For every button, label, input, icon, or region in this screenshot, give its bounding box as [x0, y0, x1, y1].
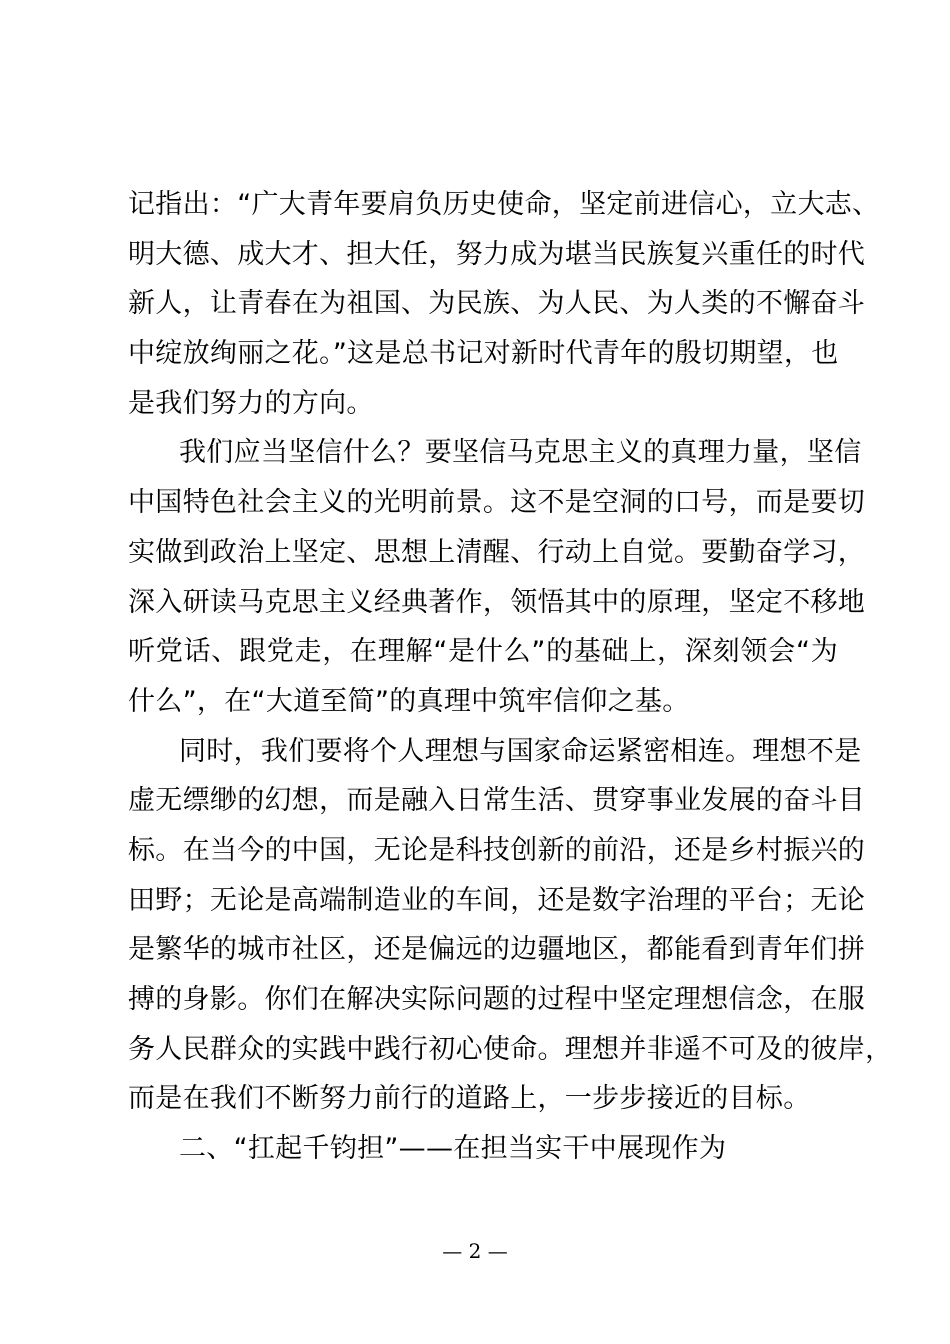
text-line [128, 578, 866, 628]
text-line-content: 中国特色社会主义的光明前景。这不是空洞的口号，而是要切 [128, 487, 866, 519]
text-line-content: 听党话、跟党走，在理解“是什么”的基础上，深刻领会“为 [128, 636, 838, 668]
paragraph-first-line [128, 727, 862, 777]
text-line [128, 279, 866, 329]
text-line [128, 230, 866, 280]
text-line [128, 677, 838, 727]
text-line-content: 明大德、成大才、担大任，努力成为堪当民族复兴重任的时代 [128, 238, 866, 270]
text-line-content: 搏的身影。你们在解决实际问题的过程中坚定理想信念，在服 [128, 984, 866, 1015]
paragraph-first-line [128, 428, 862, 478]
text-line-content: 田野；无论是高端制造业的车间，还是数字治理的平台；无论 [128, 884, 866, 916]
text-line-content: 而是在我们不断努力前行的道路上，一步步接近的目标。 [128, 1083, 811, 1115]
section-heading [128, 1124, 838, 1174]
text-line [128, 379, 838, 429]
text-line [128, 925, 866, 975]
text-line-content: 同时，我们要将个人理想与国家命运紧密相连。理想不是 [179, 735, 862, 767]
text-line [128, 627, 838, 677]
section-heading-text: 二、“扛起千钧担”——在担当实干中展现作为 [179, 1133, 727, 1165]
text-line [128, 876, 866, 926]
text-line-content: 中绽放绚丽之花。”这是总书记对新时代青年的殷切期望，也 [128, 338, 839, 370]
text-line-content: 实做到政治上坚定、思想上清醒、行动上自觉。要勤奋学习， [128, 536, 866, 568]
text-line [128, 1074, 838, 1124]
text-line-content: 是繁华的城市社区，还是偏远的边疆地区，都能看到青年们拼 [128, 934, 866, 966]
text-line-content: 标。在当今的中国，无论是科技创新的前沿，还是乡村振兴的 [128, 834, 866, 866]
text-line-content: 记指出：“广大青年要肩负历史使命，坚定前进信心，立大志、 [128, 189, 880, 220]
text-line [128, 776, 866, 826]
text-line [128, 975, 866, 1025]
text-line [128, 180, 880, 230]
page-number: — 2 — [442, 1239, 508, 1263]
text-line-content: 我们应当坚信什么？要坚信马克思主义的真理力量，坚信 [179, 437, 862, 469]
text-line [128, 1025, 893, 1075]
text-line [128, 478, 866, 528]
document-body [128, 180, 893, 1174]
text-line-content: 新人，让青春在为祖国、为民族、为人民、为人类的不懈奋斗 [128, 288, 866, 320]
text-line [128, 528, 866, 578]
text-line-content: 虚无缥缈的幻想，而是融入日常生活、贯穿事业发展的奋斗目 [128, 785, 866, 817]
text-line-content: 是我们努力的方向。 [128, 387, 374, 419]
text-line-content: 务人民群众的实践中践行初心使命。理想并非遥不可及的彼岸， [128, 1033, 893, 1065]
text-line-content: 什么”，在“大道至简”的真理中筑牢信仰之基。 [128, 685, 690, 717]
text-line [128, 826, 866, 876]
text-line-content: 深入研读马克思主义经典著作，领悟其中的原理，坚定不移地 [128, 586, 866, 618]
text-line [128, 329, 838, 379]
